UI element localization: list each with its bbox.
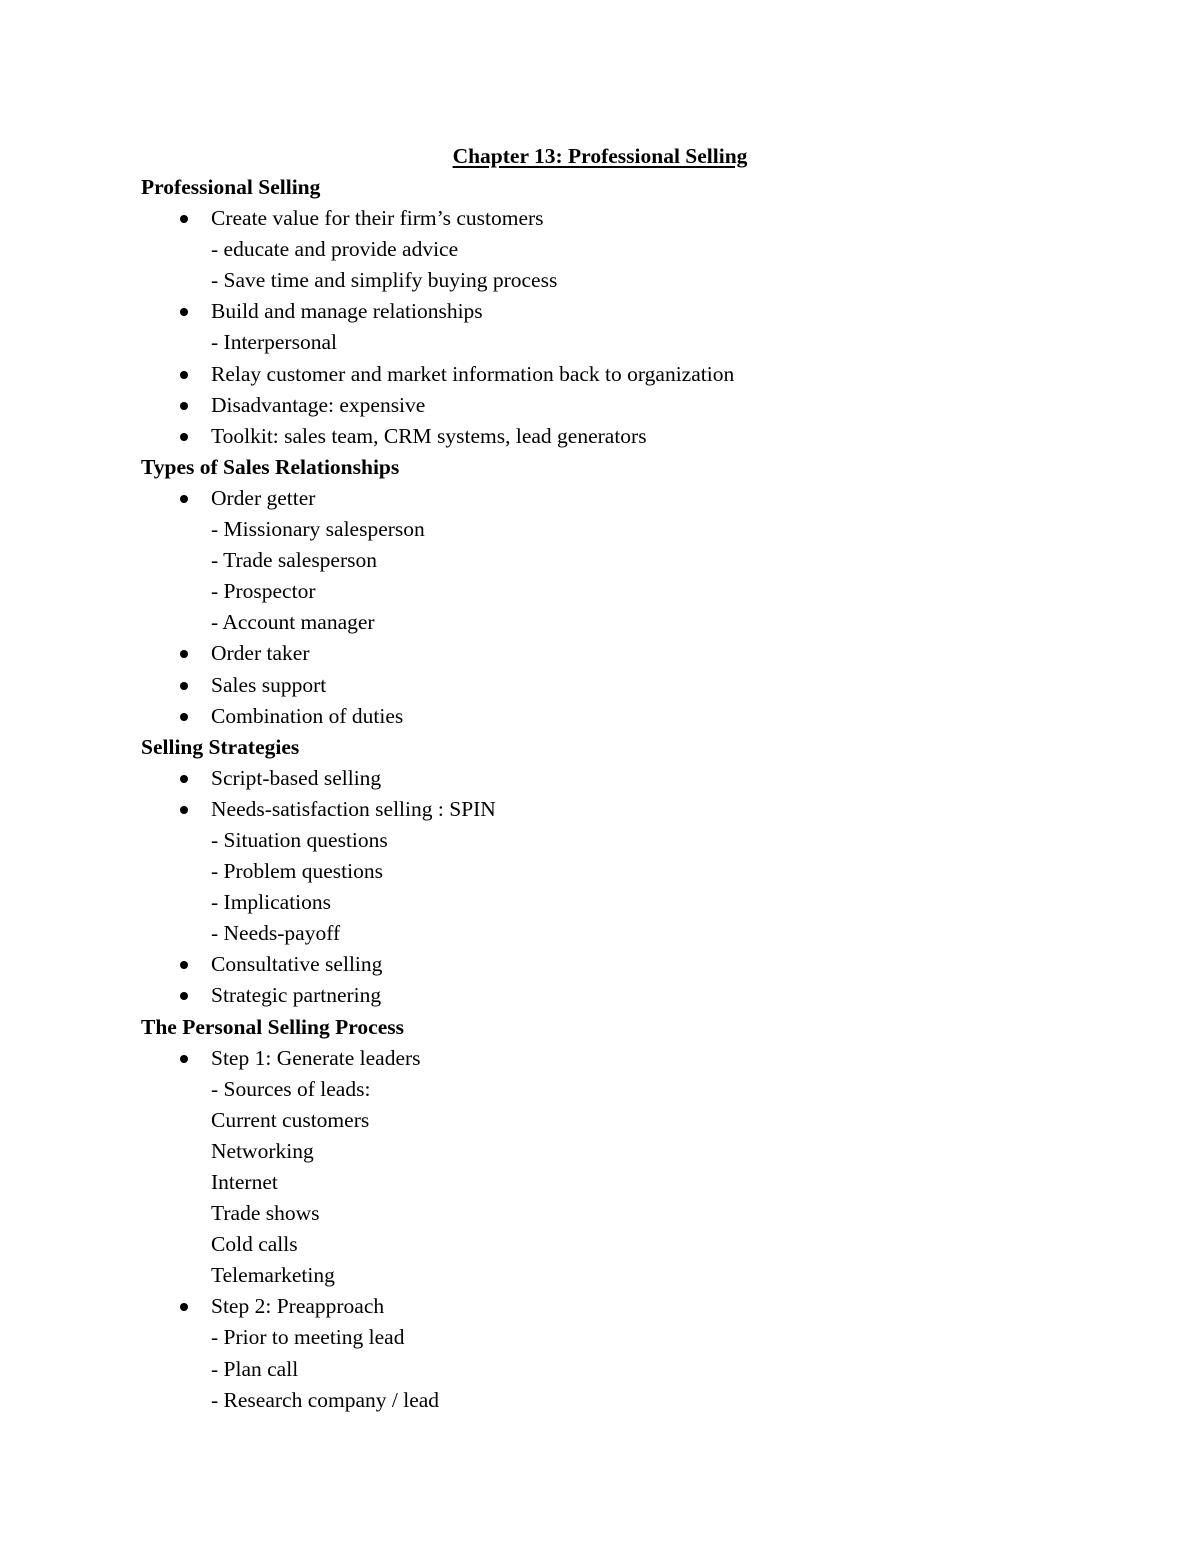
page-title: Chapter 13: Professional Selling	[452, 144, 748, 168]
sub-item	[141, 607, 1141, 638]
sub-item	[141, 514, 1141, 545]
bullet-item	[141, 296, 1141, 327]
bullet-item	[141, 203, 1141, 234]
section-heading: The Personal Selling Process	[141, 1014, 404, 1039]
sub-item-text: - Save time and simplify buying process	[211, 268, 558, 293]
sub-item-text: Telemarketing	[211, 1263, 335, 1288]
sub-item-text: - Research company / lead	[211, 1387, 440, 1412]
sub-item-text: - Prospector	[211, 579, 316, 604]
sub-item-text: Cold calls	[211, 1232, 298, 1257]
bullet-dot-icon	[180, 371, 188, 379]
sub-item-text: - Needs-payoff	[211, 921, 341, 946]
sub-item	[141, 1074, 1141, 1105]
sub-item	[141, 887, 1141, 918]
bullet-item	[141, 763, 1141, 794]
section-heading: Professional Selling	[141, 175, 321, 199]
sub-item-text: - Sources of leads:	[211, 1076, 371, 1101]
bullet-item	[141, 1291, 1141, 1322]
sub-item	[141, 327, 1141, 358]
sub-item	[141, 1322, 1141, 1353]
section-heading: Selling Strategies	[141, 734, 300, 759]
bullet-text: Create value for their firm’s customers	[211, 206, 544, 231]
bullet-text: Combination of duties	[211, 703, 404, 728]
sub-item-text: - Missionary salesperson	[211, 517, 425, 542]
bullet-text: Strategic partnering	[211, 983, 382, 1008]
bullet-text: Toolkit: sales team, CRM systems, lead generators	[211, 423, 647, 448]
bullet-text: Sales support	[211, 672, 327, 697]
bullet-item	[141, 483, 1141, 514]
sub-item-text: Internet	[211, 1170, 278, 1194]
sub-item	[141, 576, 1141, 607]
bullet-dot-icon	[180, 775, 188, 783]
sub-item	[141, 1136, 1141, 1167]
bullet-item	[141, 670, 1141, 701]
sub-item	[141, 234, 1141, 265]
bullet-dot-icon	[180, 806, 188, 814]
sub-item-text: Networking	[211, 1138, 314, 1163]
bullet-item	[141, 1043, 1141, 1074]
sub-item	[141, 1105, 1141, 1136]
bullet-dot-icon	[180, 433, 188, 441]
bullet-text: Order taker	[211, 641, 310, 666]
bullet-item	[141, 701, 1141, 732]
bullet-text: Step 2: Preapproach	[211, 1294, 385, 1319]
bullet-dot-icon	[180, 682, 188, 690]
bullet-item	[141, 949, 1141, 980]
bullet-item	[141, 980, 1141, 1011]
bullet-dot-icon	[180, 992, 188, 1000]
bullet-text: Step 1: Generate leaders	[211, 1045, 421, 1070]
sub-item	[141, 1354, 1141, 1385]
sub-item	[141, 1198, 1141, 1229]
bullet-text: Needs-satisfaction selling : SPIN	[211, 796, 496, 821]
sub-item	[141, 1167, 1141, 1198]
sub-item-text: Current customers	[211, 1107, 370, 1132]
sub-item-text: - Trade salesperson	[211, 548, 378, 573]
bullet-item	[141, 421, 1141, 452]
sub-item-text: - educate and provide advice	[211, 237, 459, 262]
sub-item	[141, 1229, 1141, 1260]
bullet-item	[141, 359, 1141, 390]
bullet-text: Build and manage relationships	[211, 299, 483, 324]
sub-item-text: - Problem questions	[211, 859, 383, 884]
bullet-dot-icon	[180, 1055, 188, 1063]
section-heading: Types of Sales Relationships	[141, 454, 400, 479]
sub-item	[141, 265, 1141, 296]
bullet-text: Relay customer and market information back to organization	[211, 361, 735, 386]
bullet-dot-icon	[180, 650, 188, 658]
bullet-item	[141, 390, 1141, 421]
bullet-dot-icon	[180, 961, 188, 969]
sub-item-text: - Situation questions	[211, 827, 388, 852]
bullet-dot-icon	[180, 402, 188, 410]
sub-item	[141, 856, 1141, 887]
sub-item	[141, 825, 1141, 856]
sub-item-text: - Interpersonal	[211, 330, 337, 355]
bullet-dot-icon	[180, 495, 188, 503]
sub-item-text: - Implications	[211, 890, 332, 915]
bullet-item	[141, 638, 1141, 669]
sub-item-text: Trade shows	[211, 1201, 320, 1226]
bullet-dot-icon	[180, 215, 188, 223]
sub-item-text: - Prior to meeting lead	[211, 1325, 405, 1350]
outline-body	[141, 172, 1141, 1416]
sub-item-text: - Account manager	[211, 610, 375, 635]
sub-item	[141, 918, 1141, 949]
bullet-text: Consultative selling	[211, 952, 383, 977]
bullet-text: Disadvantage: expensive	[211, 392, 426, 417]
bullet-text: Script-based selling	[211, 765, 382, 790]
bullet-dot-icon	[180, 713, 188, 721]
sub-item	[141, 545, 1141, 576]
bullet-dot-icon	[180, 308, 188, 316]
bullet-item	[141, 794, 1141, 825]
sub-item	[141, 1260, 1141, 1291]
sub-item-text: - Plan call	[211, 1356, 299, 1381]
sub-item	[141, 1385, 1141, 1416]
bullet-text: Order getter	[211, 485, 316, 510]
bullet-dot-icon	[180, 1303, 188, 1311]
